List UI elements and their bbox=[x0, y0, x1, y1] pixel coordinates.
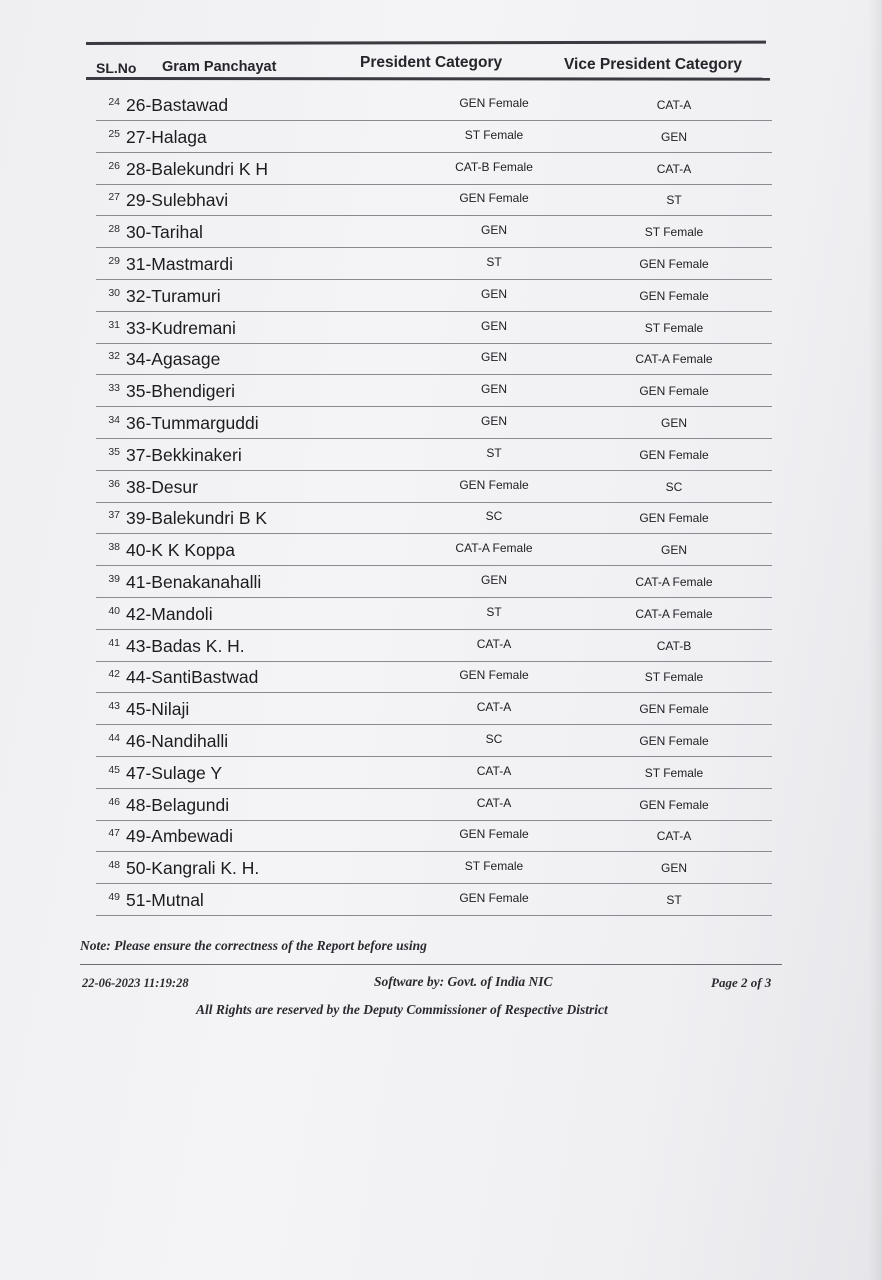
table-row bbox=[0, 758, 882, 789]
row-slno: 44 bbox=[108, 732, 120, 744]
row-president-category: CAT-A Female bbox=[455, 541, 533, 556]
row-slno: 49 bbox=[108, 891, 120, 903]
table-row bbox=[0, 408, 882, 439]
table-row bbox=[0, 154, 882, 185]
row-slno: 29 bbox=[108, 255, 120, 267]
row-vice-president-category: CAT-A Female bbox=[635, 352, 713, 367]
row-vice-president-category: GEN Female bbox=[639, 447, 709, 462]
row-slno: 24 bbox=[108, 96, 120, 108]
row-president-category: SC bbox=[485, 732, 503, 746]
row-gram-panchayat: 45-Nilaji bbox=[126, 699, 190, 720]
row-gram-panchayat: 47-Sulage Y bbox=[126, 762, 223, 783]
row-vice-president-category: GEN bbox=[660, 861, 687, 876]
table-row bbox=[0, 535, 882, 566]
row-vice-president-category: SC bbox=[665, 479, 683, 494]
table-row bbox=[0, 853, 882, 884]
row-gram-panchayat: 30-Tarihal bbox=[126, 222, 203, 243]
table-row bbox=[0, 694, 882, 725]
row-vice-president-category: GEN Female bbox=[639, 384, 709, 399]
row-president-category: GEN Female bbox=[459, 827, 529, 842]
table-row bbox=[0, 440, 882, 471]
row-slno: 27 bbox=[108, 191, 120, 204]
table-row bbox=[0, 313, 882, 344]
row-vice-president-category: ST Female bbox=[644, 765, 704, 780]
row-gram-panchayat: 38-Desur bbox=[126, 476, 198, 497]
row-president-category: GEN bbox=[480, 382, 507, 397]
row-president-category: ST bbox=[486, 445, 502, 460]
table-row bbox=[0, 281, 882, 312]
row-gram-panchayat: 31-Mastmardi bbox=[126, 254, 233, 274]
header-gram-panchayat: Gram Panchayat bbox=[162, 59, 277, 75]
row-president-category: GEN bbox=[480, 350, 507, 365]
row-president-category: GEN bbox=[480, 223, 507, 238]
row-vice-president-category: ST Female bbox=[644, 670, 704, 685]
row-vice-president-category: ST Female bbox=[644, 320, 704, 335]
row-slno: 40 bbox=[108, 604, 120, 617]
row-gram-panchayat: 49-Ambewadi bbox=[126, 826, 233, 847]
row-vice-president-category: GEN bbox=[660, 416, 687, 430]
row-gram-panchayat: 27-Halaga bbox=[126, 126, 207, 147]
row-gram-panchayat: 34-Agasage bbox=[126, 349, 221, 370]
table-row bbox=[0, 885, 882, 916]
row-president-category: GEN bbox=[480, 414, 507, 428]
row-vice-president-category: GEN Female bbox=[639, 288, 709, 303]
row-president-category: CAT-A bbox=[476, 795, 512, 810]
row-vice-president-category: ST bbox=[666, 893, 682, 907]
report-note: Note: Please ensure the correctness of the Report before using bbox=[80, 938, 427, 953]
row-vice-president-category: GEN Female bbox=[639, 734, 709, 748]
row-vice-president-category: GEN Female bbox=[639, 797, 709, 812]
row-president-category: GEN Female bbox=[459, 191, 529, 206]
row-gram-panchayat: 42-Mandoli bbox=[126, 603, 213, 624]
row-slno: 34 bbox=[108, 414, 120, 426]
row-slno: 41 bbox=[108, 636, 120, 649]
table-row bbox=[0, 217, 882, 248]
row-gram-panchayat: 50-Kangrali K. H. bbox=[126, 858, 260, 879]
row-vice-president-category: CAT-A bbox=[656, 98, 692, 112]
row-president-category: CAT-A bbox=[476, 636, 512, 651]
row-slno: 46 bbox=[108, 795, 120, 808]
table-header-rule bbox=[86, 77, 770, 81]
footer-software: Software by: Govt. of India NIC bbox=[374, 974, 553, 989]
table-row bbox=[0, 376, 882, 407]
table-row bbox=[0, 599, 882, 630]
row-vice-president-category: CAT-A Female bbox=[635, 606, 713, 621]
footer-timestamp: 22-06-2023 11:19:28 bbox=[82, 976, 189, 990]
row-slno: 30 bbox=[108, 286, 120, 299]
row-president-category: CAT-A bbox=[476, 763, 512, 778]
row-gram-panchayat: 35-Bhendigeri bbox=[126, 381, 235, 402]
table-row bbox=[0, 726, 882, 757]
row-gram-panchayat: 39-Balekundri B K bbox=[126, 508, 268, 529]
row-slno: 28 bbox=[108, 223, 120, 236]
row-divider bbox=[96, 915, 772, 916]
table-row bbox=[0, 472, 882, 503]
row-vice-president-category: GEN Female bbox=[639, 257, 709, 271]
table-row bbox=[0, 631, 882, 662]
row-president-category: GEN Female bbox=[459, 891, 529, 905]
table-row bbox=[0, 122, 882, 153]
row-president-category: ST bbox=[486, 255, 502, 269]
row-vice-president-category: GEN bbox=[660, 129, 687, 144]
row-gram-panchayat: 28-Balekundri K H bbox=[126, 158, 269, 179]
row-gram-panchayat: 40-K K Koppa bbox=[126, 540, 235, 561]
table-top-rule bbox=[86, 41, 766, 45]
row-gram-panchayat: 32-Turamuri bbox=[126, 285, 221, 306]
footer-page-number: Page 2 of 3 bbox=[711, 975, 772, 990]
row-gram-panchayat: 48-Belagundi bbox=[126, 794, 230, 815]
row-president-category: ST Female bbox=[464, 127, 524, 142]
row-gram-panchayat: 41-Benakanahalli bbox=[126, 572, 262, 592]
row-president-category: ST bbox=[486, 604, 502, 619]
table-row bbox=[0, 821, 882, 852]
row-president-category: ST Female bbox=[464, 859, 524, 874]
row-slno: 36 bbox=[108, 477, 120, 490]
row-vice-president-category: GEN Female bbox=[639, 702, 709, 717]
table-row bbox=[0, 344, 882, 375]
row-vice-president-category: ST bbox=[666, 193, 682, 208]
row-president-category: SC bbox=[485, 509, 503, 524]
row-vice-president-category: CAT-A Female bbox=[635, 575, 713, 589]
row-gram-panchayat: 36-Tummarguddi bbox=[126, 413, 259, 433]
row-slno: 33 bbox=[108, 382, 120, 395]
row-president-category: GEN bbox=[480, 573, 507, 587]
row-president-category: GEN Female bbox=[459, 668, 529, 683]
table-header bbox=[0, 54, 882, 78]
row-president-category: CAT-A bbox=[476, 700, 512, 715]
row-slno: 45 bbox=[108, 763, 120, 776]
row-president-category: GEN Female bbox=[459, 96, 529, 110]
footer-rule bbox=[80, 964, 782, 965]
row-vice-president-category: GEN bbox=[660, 543, 687, 558]
row-president-category: CAT-B Female bbox=[455, 159, 533, 174]
row-gram-panchayat: 26-Bastawad bbox=[126, 95, 229, 115]
row-vice-president-category: GEN Female bbox=[639, 511, 709, 526]
header-vice-president-category: Vice President Category bbox=[564, 56, 743, 73]
header-president-category: President Category bbox=[360, 54, 503, 71]
row-slno: 42 bbox=[108, 668, 120, 681]
row-slno: 48 bbox=[108, 859, 120, 872]
row-slno: 26 bbox=[108, 159, 120, 172]
row-gram-panchayat: 44-SantiBastwad bbox=[126, 667, 259, 688]
row-slno: 32 bbox=[108, 350, 120, 363]
row-slno: 38 bbox=[108, 541, 120, 554]
row-president-category: GEN bbox=[480, 318, 507, 333]
row-slno: 25 bbox=[108, 127, 120, 140]
row-gram-panchayat: 29-Sulebhavi bbox=[126, 190, 229, 211]
row-vice-president-category: CAT-A bbox=[656, 829, 692, 844]
row-slno: 39 bbox=[108, 573, 120, 585]
header-slno: SL.No bbox=[96, 60, 137, 76]
table-row bbox=[0, 249, 882, 280]
row-gram-panchayat: 33-Kudremani bbox=[126, 317, 236, 338]
table-row bbox=[0, 503, 882, 534]
row-vice-president-category: ST Female bbox=[644, 225, 704, 240]
table-row bbox=[0, 662, 882, 693]
row-gram-panchayat: 43-Badas K. H. bbox=[126, 635, 245, 656]
footer-rights: All Rights are reserved by the Deputy Commissioner of Respective District bbox=[196, 1002, 608, 1017]
table-row bbox=[0, 185, 882, 216]
row-president-category: GEN bbox=[480, 286, 507, 301]
row-slno: 47 bbox=[108, 827, 120, 840]
row-gram-panchayat: 51-Mutnal bbox=[126, 890, 204, 910]
row-slno: 35 bbox=[108, 445, 120, 458]
row-vice-president-category: CAT-B bbox=[656, 638, 692, 653]
table-row bbox=[0, 790, 882, 821]
row-slno: 43 bbox=[108, 700, 120, 713]
row-gram-panchayat: 37-Bekkinakeri bbox=[126, 444, 242, 465]
row-slno: 37 bbox=[108, 509, 120, 522]
row-vice-president-category: CAT-A bbox=[656, 161, 692, 176]
row-gram-panchayat: 46-Nandihalli bbox=[126, 731, 229, 751]
row-president-category: GEN Female bbox=[459, 477, 529, 492]
row-slno: 31 bbox=[108, 318, 120, 331]
table-row bbox=[0, 567, 882, 598]
table-row bbox=[0, 90, 882, 121]
